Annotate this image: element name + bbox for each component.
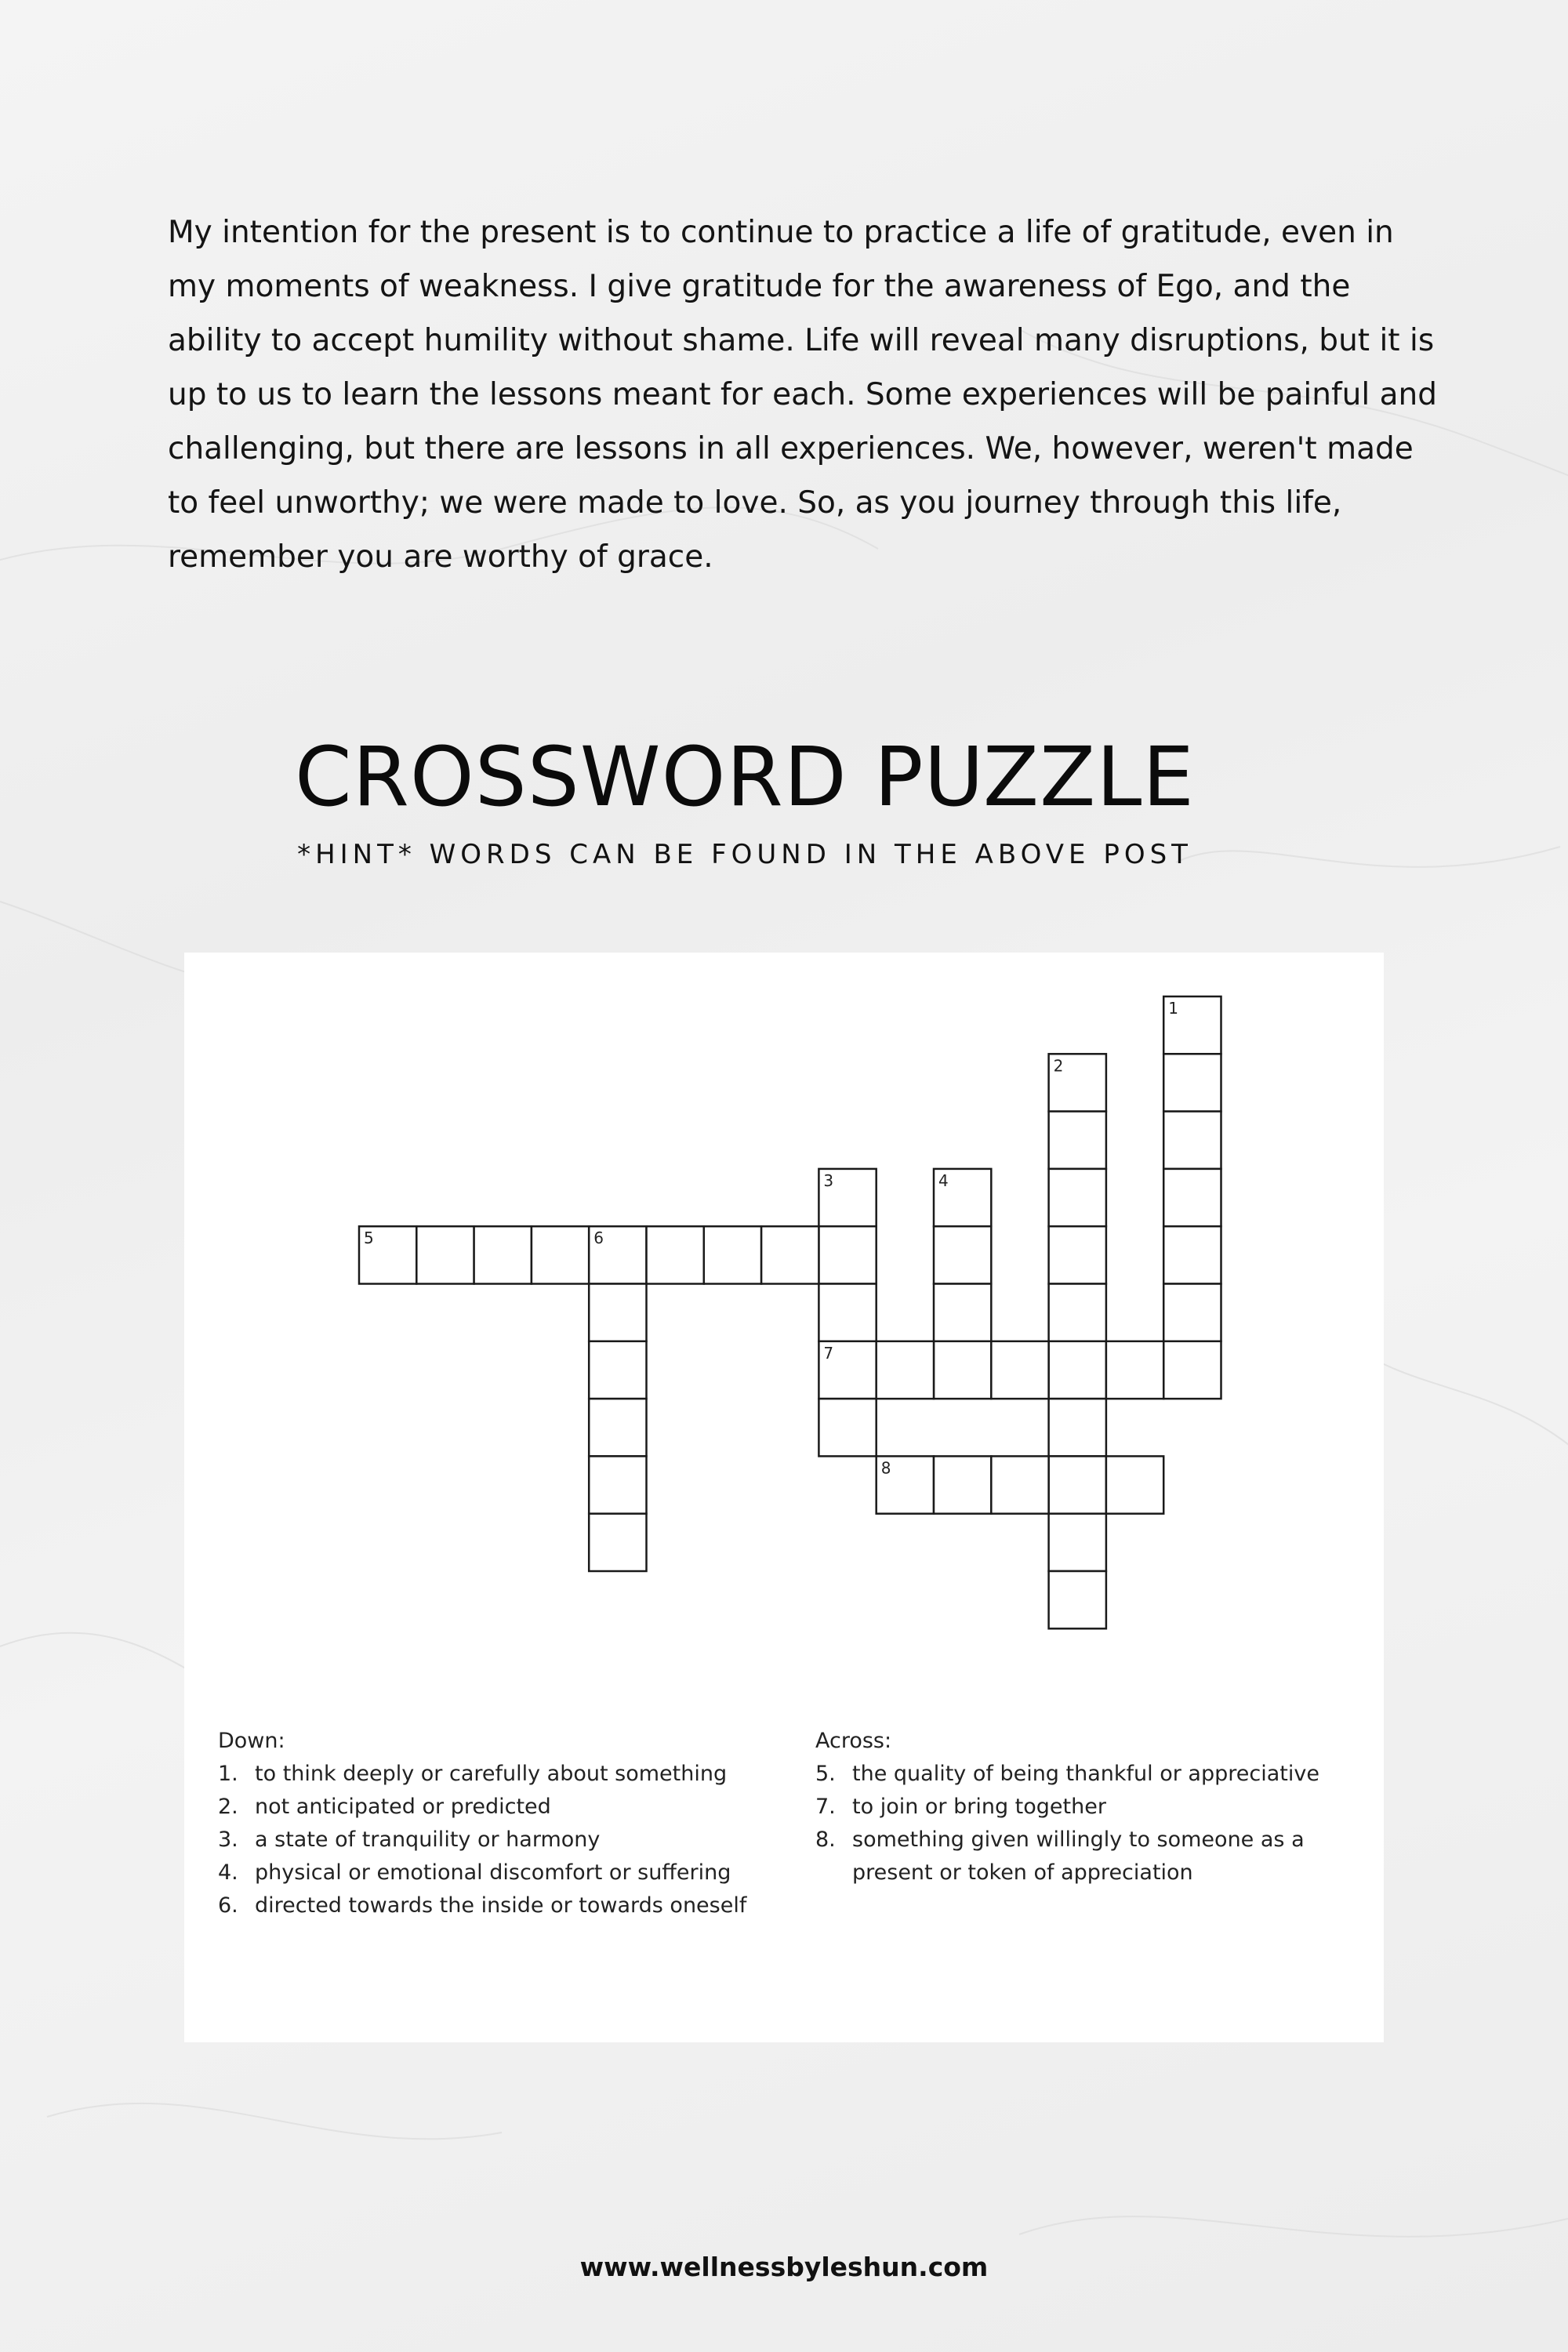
grid-cell[interactable] [934,1284,991,1341]
grid-cell[interactable] [1163,1054,1221,1111]
grid-cell[interactable] [1163,1226,1221,1283]
clue-number: 1. [218,1762,238,1786]
clue-number-label: 1 [1168,999,1178,1018]
clue-text: not anticipated or predicted [255,1795,551,1819]
clue-number: 5. [815,1762,836,1786]
grid-cell[interactable] [1049,1226,1106,1283]
grid-cell[interactable] [761,1226,818,1283]
grid-cell[interactable] [818,1399,876,1456]
grid-cell[interactable] [532,1226,589,1283]
clue-number-label: 3 [823,1171,834,1190]
clue-number: 8. [815,1828,836,1852]
grid-cell[interactable] [647,1226,704,1283]
grid-cell[interactable] [1106,1341,1163,1399]
clue-number-label: 6 [593,1229,604,1248]
across-clue [815,1791,1364,1824]
across-heading: Across: [815,1729,892,1753]
clue-text: to join or bring together [852,1795,1106,1819]
puzzle-title: CROSSWORD PUZZLE [294,729,1195,825]
grid-cell[interactable] [1163,1112,1221,1169]
clue-text: to think deeply or carefully about something [255,1762,728,1786]
clue-number: 3. [218,1828,238,1852]
clue-number: 2. [218,1795,238,1819]
across-clue [815,1758,1364,1791]
clue-number: 4. [218,1860,238,1885]
clue-number-label: 8 [880,1458,891,1478]
grid-cell[interactable] [1049,1112,1106,1169]
clue-text: physical or emotional discomfort or suffering [255,1860,731,1885]
grid-cell[interactable] [934,1341,991,1399]
across-clues [815,1725,1364,1889]
down-clue [218,1791,767,1824]
grid-cell[interactable] [589,1514,646,1571]
grid-cell[interactable] [1049,1341,1106,1399]
clue-number-label: 2 [1053,1056,1064,1076]
clue-text: a state of tranquility or harmony [255,1828,601,1852]
grid-cell[interactable] [991,1456,1048,1513]
down-clue [218,1889,767,1922]
grid-cell[interactable] [1106,1456,1163,1513]
grid-cell[interactable] [877,1341,934,1399]
clue-text: something given willingly to someone as a present or token of appreciation [852,1828,1305,1885]
clue-number: 6. [218,1893,238,1918]
intro-paragraph: My intention for the present is to continue to practice a life of gratitude, even in my moments of weakness. I give gratitude for the awareness of Ego, and the ability to accept humility without shame. Life will reveal many disruptions, but it is up to us to learn the lessons meant for each. Some experiences will be painful and challenging, but there are lessons in all experiences. We, however, weren't made to feel unworthy; we were made to love. So, as you journey through this life, remember you are worthy of grace. [168,215,1437,575]
down-clue [218,1824,767,1857]
crossword-grid [184,953,1384,1642]
clue-number-label: 7 [823,1343,834,1363]
grid-cell[interactable] [704,1226,761,1283]
grid-cell[interactable] [1163,1341,1221,1399]
grid-cell[interactable] [934,1226,991,1283]
down-heading: Down: [218,1729,285,1753]
clue-number-label: 4 [938,1171,949,1190]
down-clue [218,1857,767,1889]
down-clue [218,1758,767,1791]
grid-cell[interactable] [589,1341,646,1399]
grid-cell[interactable] [416,1226,474,1283]
grid-cell[interactable] [1049,1571,1106,1628]
grid-cell[interactable] [589,1456,646,1513]
clue-number-label: 5 [364,1229,374,1248]
footer-website[interactable]: www.wellnessbyleshun.com [579,2252,989,2282]
across-clue [815,1824,1364,1889]
grid-cell[interactable] [1049,1399,1106,1456]
grid-cell[interactable] [589,1399,646,1456]
grid-cell[interactable] [934,1456,991,1513]
grid-cell[interactable] [1049,1456,1106,1513]
clue-text: directed towards the inside or towards oneself [255,1893,747,1918]
grid-cell[interactable] [474,1226,532,1283]
crossword-panel [184,953,1384,2042]
grid-cell[interactable] [818,1226,876,1283]
grid-cell[interactable] [589,1284,646,1341]
grid-cell[interactable] [1049,1514,1106,1571]
clue-text: the quality of being thankful or appreciative [852,1762,1319,1786]
grid-cell[interactable] [1163,1169,1221,1226]
down-clues [218,1725,767,1922]
grid-cell[interactable] [1049,1169,1106,1226]
grid-cell[interactable] [991,1341,1048,1399]
grid-cell[interactable] [1163,1284,1221,1341]
clue-number: 7. [815,1795,836,1819]
grid-cell[interactable] [1049,1284,1106,1341]
puzzle-hint: *HINT* WORDS CAN BE FOUND IN THE ABOVE POST [297,839,1192,870]
grid-cell[interactable] [818,1284,876,1341]
